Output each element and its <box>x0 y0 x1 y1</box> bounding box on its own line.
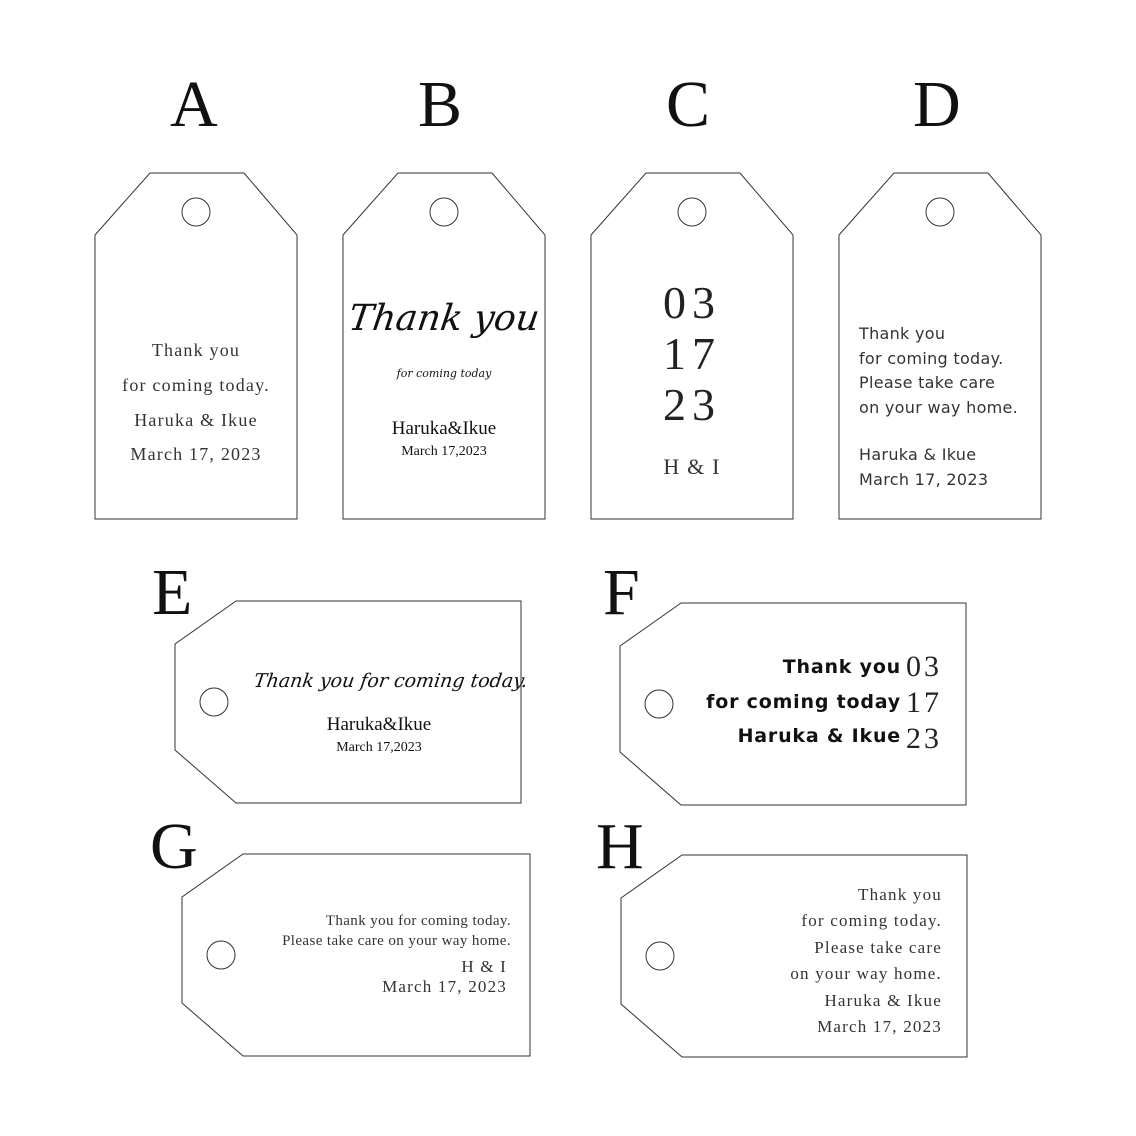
tag-e-names: Haruka&Ikue <box>326 714 432 735</box>
tag-f-line1: Thank you <box>782 656 901 678</box>
tag-h-line2: for coming today. <box>801 911 942 930</box>
tag-d <box>838 172 1042 520</box>
label-e: E <box>152 556 193 629</box>
tag-h-names: Haruka & Ikue <box>824 991 942 1010</box>
tag-b-script-title: Thank you <box>345 298 543 339</box>
tag-b-date: March 17,2023 <box>401 444 487 459</box>
tag-e-date: March 17,2023 <box>336 740 422 755</box>
tag-e-script-title: Thank you for coming today. <box>252 670 530 692</box>
tag-c <box>590 172 794 520</box>
tag-d-line3: Please take care <box>859 373 996 392</box>
label-c: C <box>666 68 711 141</box>
tag-f-line2: for coming today <box>706 691 901 713</box>
tag-f-num1: 03 <box>906 650 942 683</box>
tag-c-num1: 03 <box>663 277 721 328</box>
tag-outline <box>174 600 530 804</box>
tag-a-line2: for coming today. <box>122 375 270 395</box>
tag-c-num2: 17 <box>663 328 721 379</box>
tag-d-line1: Thank you <box>859 324 946 343</box>
tag-hole <box>646 942 674 970</box>
tag-hole <box>200 688 228 716</box>
tag-f-line3: Haruka & Ikue <box>737 725 901 747</box>
tag-g-line2: Please take care on your way home. <box>282 933 511 949</box>
tag-c-initials: H & I <box>663 454 721 479</box>
tag-g <box>181 853 531 1057</box>
tag-a-line4: March 17, 2023 <box>130 444 262 464</box>
tag-f-num3: 23 <box>906 722 942 755</box>
tag-g-date: March 17, 2023 <box>382 977 507 996</box>
tag-outline <box>342 172 546 520</box>
tag-a <box>94 172 298 520</box>
tag-h-line4: on your way home. <box>790 964 942 983</box>
tag-b <box>342 172 546 520</box>
tag-hole <box>430 198 458 226</box>
tag-h-date: March 17, 2023 <box>817 1017 942 1036</box>
tag-e <box>174 600 530 804</box>
tag-hole <box>645 690 673 718</box>
label-g: G <box>150 810 198 883</box>
tag-d-line4: on your way home. <box>859 398 1019 417</box>
tag-c-num3: 23 <box>663 379 721 430</box>
tag-a-line1: Thank you <box>151 340 241 360</box>
tag-g-line1: Thank you for coming today. <box>325 913 511 929</box>
tag-f-num2: 17 <box>906 686 942 719</box>
label-a: A <box>170 68 218 141</box>
tag-d-date: March 17, 2023 <box>859 470 989 489</box>
label-f: F <box>603 556 640 629</box>
label-h: H <box>596 810 644 883</box>
tag-h <box>620 854 968 1058</box>
tag-hole <box>182 198 210 226</box>
tag-hole <box>207 941 235 969</box>
tag-b-script-sub: for coming today <box>396 367 492 380</box>
tag-a-line3: Haruka & Ikue <box>134 410 258 430</box>
tag-hole <box>678 198 706 226</box>
tag-outline <box>181 853 531 1057</box>
tag-b-names: Haruka&Ikue <box>391 418 497 439</box>
tag-d-names: Haruka & Ikue <box>859 445 977 464</box>
tag-d-line2: for coming today. <box>859 349 1004 368</box>
label-b: B <box>418 68 463 141</box>
tag-hole <box>926 198 954 226</box>
tag-g-initials: H & I <box>461 957 507 976</box>
tag-f <box>619 602 967 806</box>
tag-h-line3: Please take care <box>814 938 942 957</box>
label-d: D <box>913 68 961 141</box>
tag-h-line1: Thank you <box>858 885 942 904</box>
tag-outline <box>838 172 1042 520</box>
